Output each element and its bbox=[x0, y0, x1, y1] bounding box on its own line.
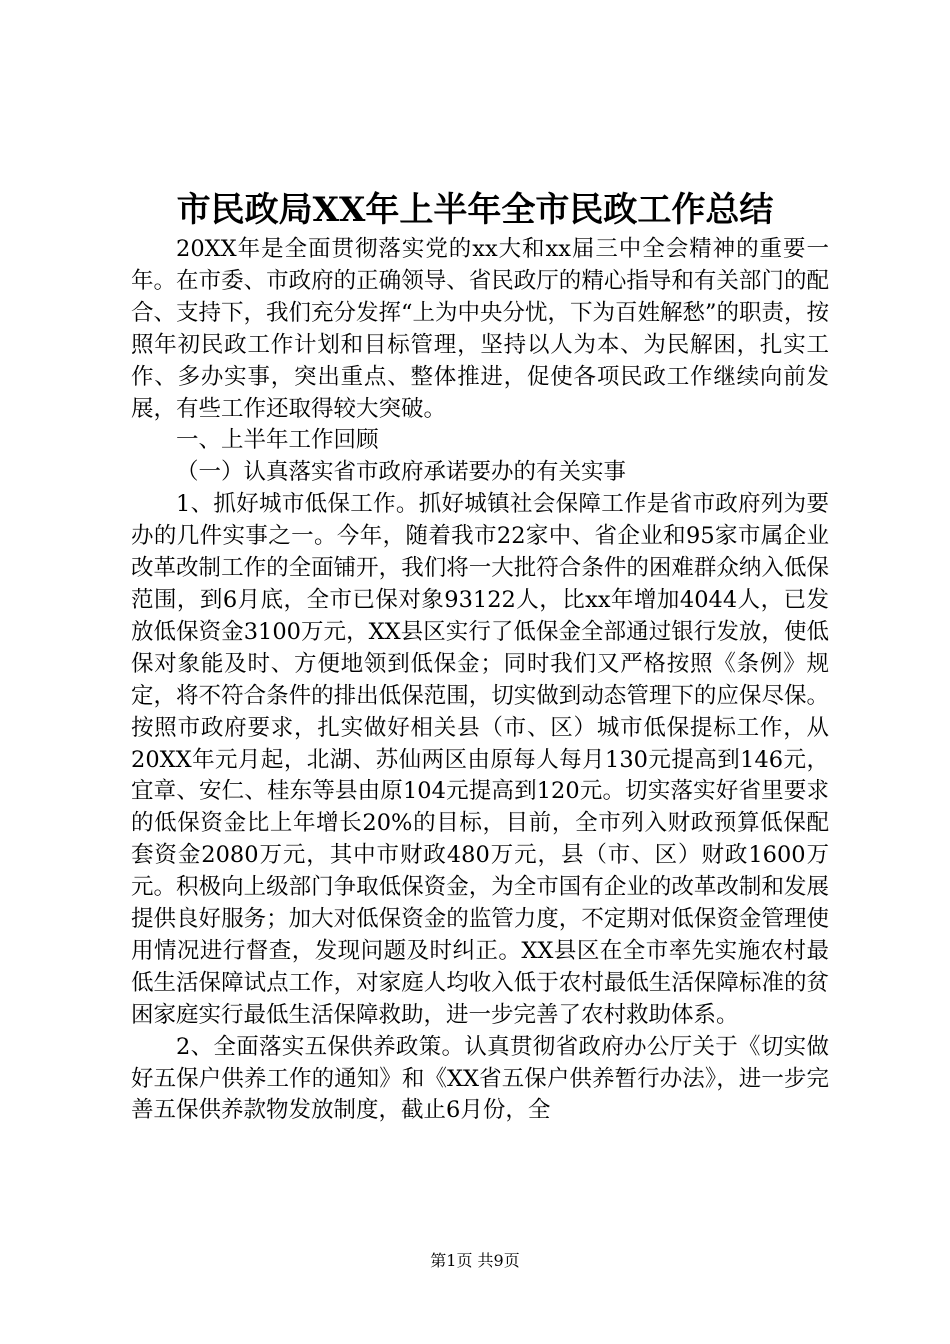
intro-paragraph: 20XX年是全面贯彻落实党的xx大和xx届三中全会精神的重要一年。在市委、市政府的正确领导、省民政厅的精心指导和有关部门的配合、支持下，我们充分发挥“上为中央分忧，下为百姓解愁”的职责，按照年初民政工作计划和目标管理，坚持以人为本、为民解困，扎实工作、多办实事，突出重点、整体推进，促使各项民政工作继续向前发展，有些工作还取得较大突破。 bbox=[131, 236, 830, 422]
paragraph-urban-low-income: 1、抓好城市低保工作。抓好城镇社会保障工作是省市政府列为要办的几件实事之一。今年，随着我市22家中、省企业和95家市属企业改革改制工作的全面铺开，我们将一大批符合条件的困难群众纳入低保范围，到6月底，全市已保对象93122人，比xx年增加4044人，已发放低保资金3100万元，XX县区实行了低保金全部通过银行发放，使低保对象能及时、方便地领到低保金；同时我们又严格按照《条例》规定，将不符合条件的排出低保范围，切实做到动态管理下的应保尽保。按照市政府要求，扎实做好相关县（市、区）城市低保提标工作，从20XX年元月起，北湖、苏仙两区由原每人每月130元提高到146元，宜章、安仁、桂东等县由原104元提高到120元。切实落实好省里要求的低保资金比上年增长20%的目标，目前，全市列入财政预算低保配套资金2080万元，其中市财政480万元，县（市、区）财政1600万元。积极向上级部门争取低保资金，为全市国有企业的改革改制和发展提供良好服务；加大对低保资金的监管力度，不定期对低保资金管理使用情况进行督查，发现问题及时纠正。XX县区在全市率先实施农村最低生活保障试点工作，对家庭人均收入低于农村最低生活保障标准的贫困家庭实行最低生活保障救助，进一步完善了农村救助体系。 bbox=[131, 491, 829, 1028]
subsection-heading-commitments: （一）认真落实省市政府承诺要办的有关实事 bbox=[176, 459, 627, 486]
document-body bbox=[131, 234, 829, 1127]
paragraph-five-guarantees: 2、全面落实五保供养政策。认真贯彻省政府办公厅关于《切实做好五保户供养工作的通知》和《XX省五保户供养暂行办法》，进一步完善五保供养款物发放制度，截止6月份，全 bbox=[131, 1033, 829, 1124]
page-footer: 第1页 共9页 bbox=[430, 1251, 520, 1270]
section-heading-review: 一、上半年工作回顾 bbox=[176, 427, 379, 454]
document-title: 市民政局XX年上半年全市民政工作总结 bbox=[176, 190, 774, 230]
